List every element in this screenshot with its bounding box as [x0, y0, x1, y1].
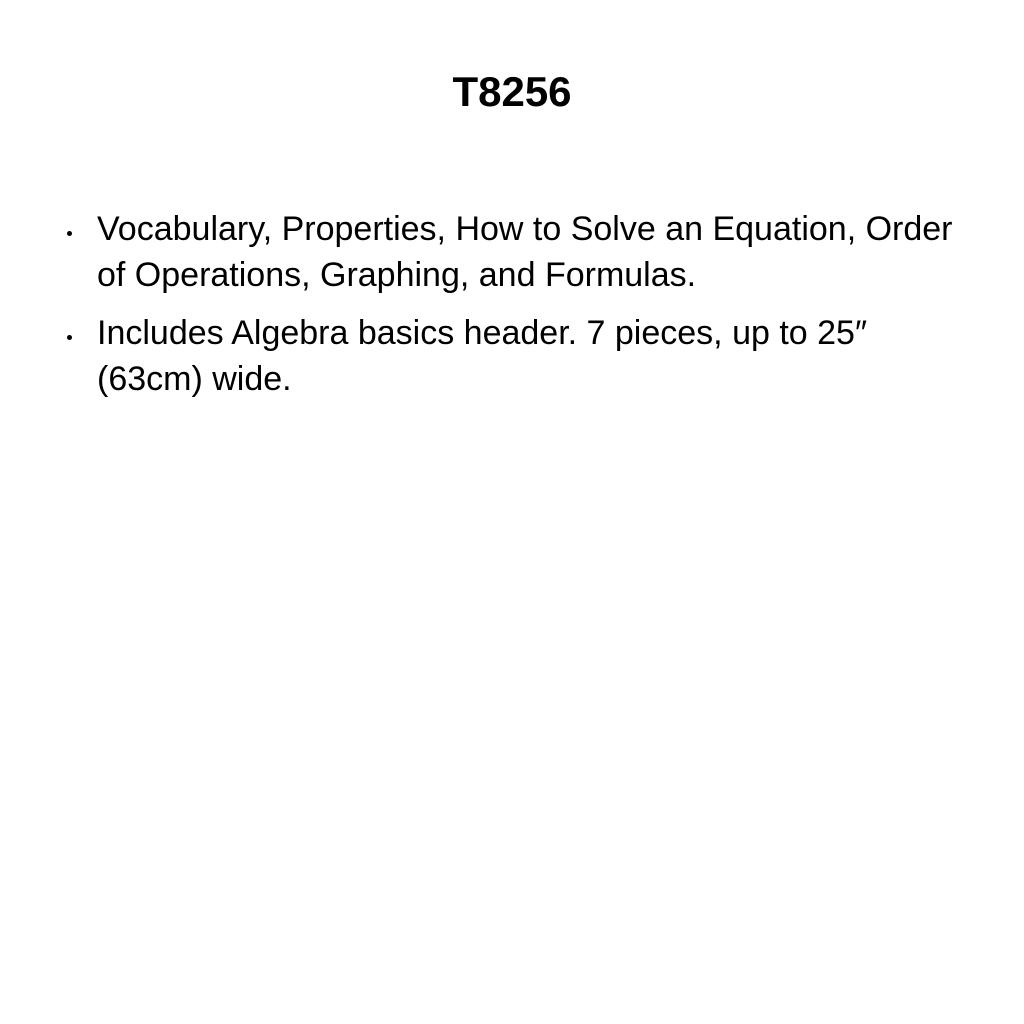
bullet-dot-icon — [67, 335, 72, 340]
slide-title: T8256 — [452, 68, 572, 115]
bullet-dot-icon — [67, 231, 72, 236]
bullet-text: Vocabulary, Properties, How to Solve an Equation, Order of Operations, Graphing, and Formulas. — [97, 210, 953, 294]
bullet-item — [62, 206, 962, 298]
bullet-text: Includes Algebra basics header. 7 pieces, up to 25″ (63cm) wide. — [97, 314, 867, 398]
bullet-list — [62, 206, 962, 414]
bullet-item — [62, 310, 962, 402]
